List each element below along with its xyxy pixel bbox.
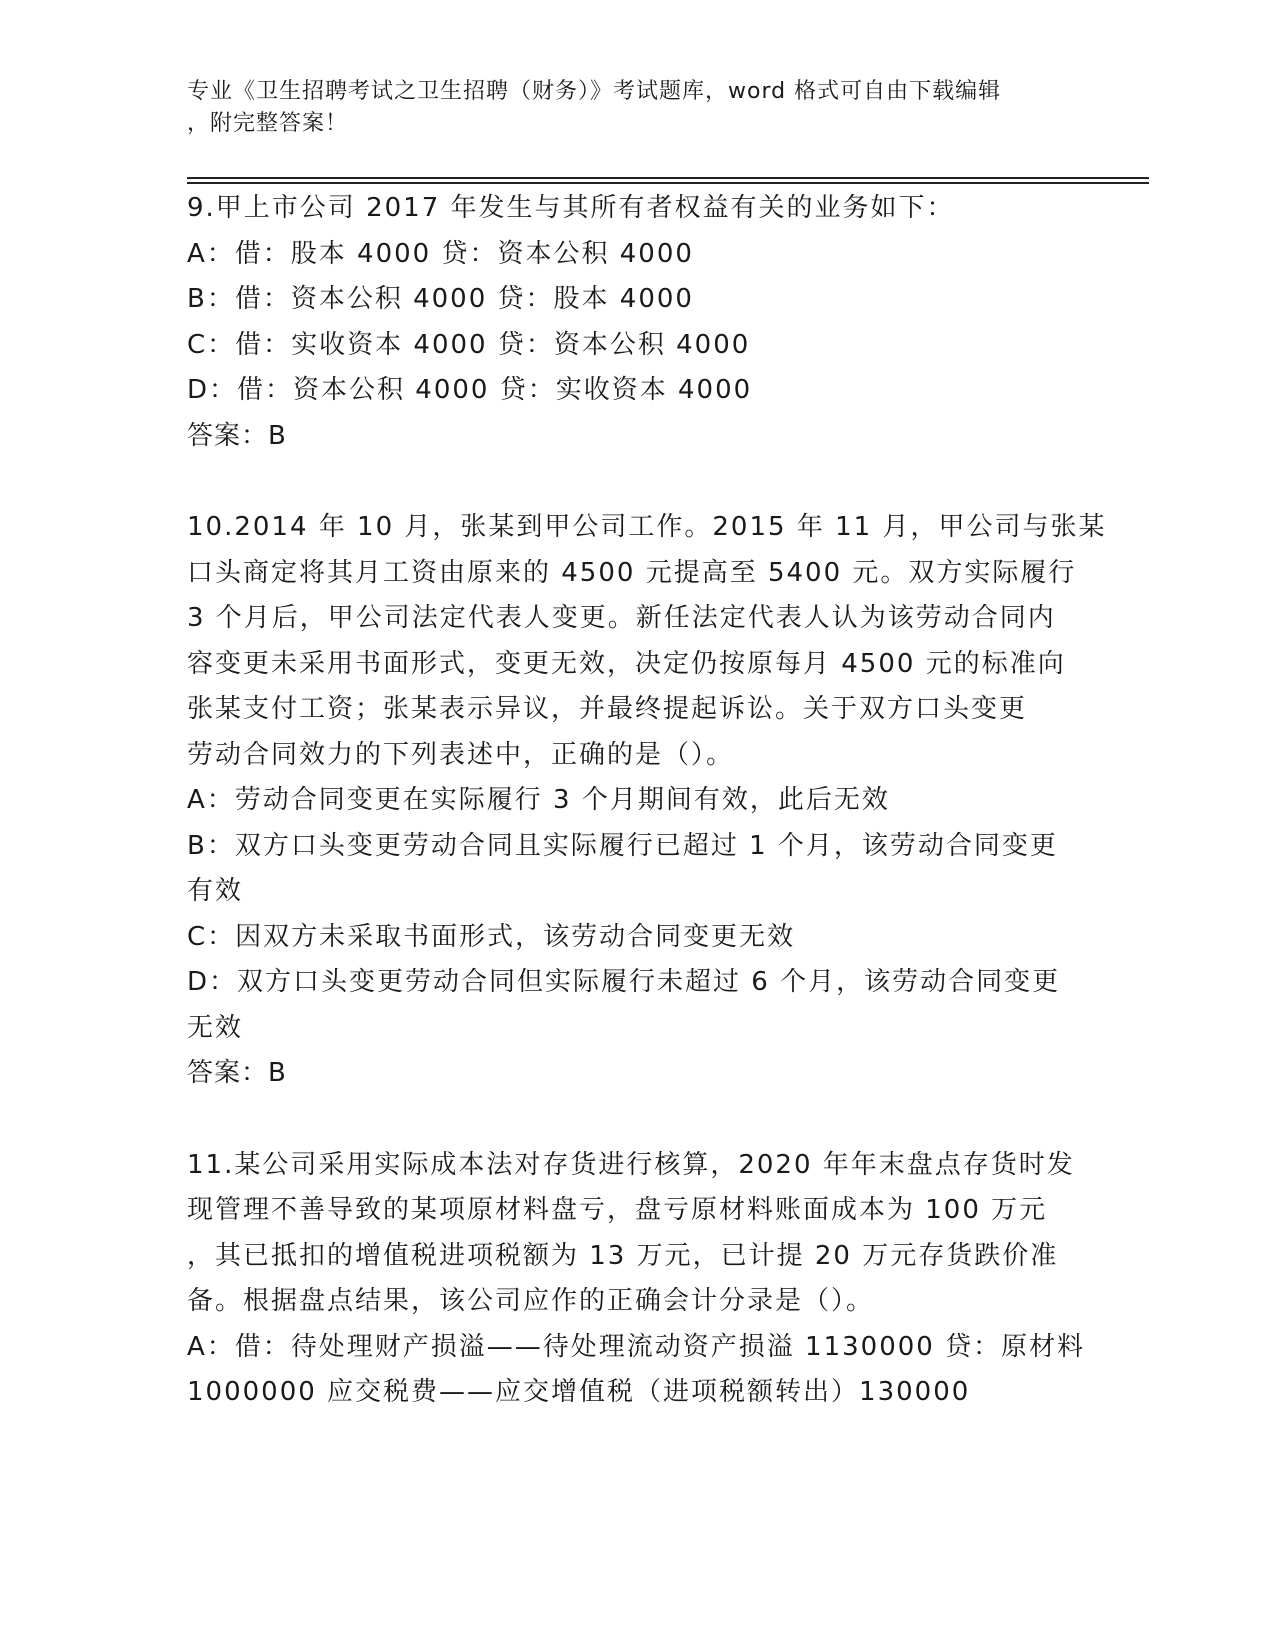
question-stem-line: 现管理不善导致的某项原材料盘亏，盘亏原材料账面成本为 100 万元 [187,1195,1048,1225]
answer: 答案：B [187,1058,287,1088]
header-divider-bottom [187,182,1149,184]
option-c: C：借：实收资本 4000 贷：资本公积 4000 [187,329,751,360]
question-list [187,186,1107,1416]
question-stem-line: 容变更未采用书面形式，变更无效，决定仍按原每月 4500 元的标准向 [187,648,1066,679]
spacer [187,459,1087,505]
question-10 [187,505,1107,1097]
option-d: D：借：资本公积 4000 贷：实收资本 4000 [187,375,753,405]
question-stem-line: 劳动合同效力的下列表述中，正确的是（）。 [187,739,735,770]
option-a-continued: 1000000 应交税费——应交增值税（进项税额转出）130000 [187,1377,971,1407]
question-stem-line: 10.2014 年 10 月，张某到甲公司工作。2015 年 11 月，甲公司与张某 [187,512,1107,542]
question-stem-line: 3 个月后，甲公司法定代表人变更。新任法定代表人认为该劳动合同内 [187,603,1056,633]
question-stem-line: 口头商定将其月工资由原来的 4500 元提高至 5400 元。双方实际履行 [187,557,1077,588]
question-stem-line: 11.某公司采用实际成本法对存货进行核算，2020 年年末盘点存货时发 [187,1149,1075,1180]
option-d-continued: 无效 [187,1012,244,1043]
header-divider-top [187,177,1149,179]
option-b: B：借：资本公积 4000 贷：股本 4000 [187,284,694,314]
answer: 答案：B [187,420,287,451]
header-line-1: 专业《卫生招聘考试之卫生招聘（财务）》考试题库，word 格式可自由下载编辑 [187,79,1002,104]
question-stem-line: ，其已抵扣的增值税进项税额为 13 万元，已计提 20 万元存货跌价准 [187,1240,1059,1271]
option-a: A：劳动合同变更在实际履行 3 个月期间有效，此后无效 [187,785,890,815]
option-a: A：借：股本 4000 贷：资本公积 4000 [187,238,694,269]
question-9 [187,186,1087,459]
option-c: C：因双方未采取书面形式，该劳动合同变更无效 [187,921,796,952]
page-header [187,76,1067,140]
option-b: B：双方口头变更劳动合同且实际履行已超过 1 个月，该劳动合同变更 [187,830,1058,861]
spacer [187,1097,1087,1143]
header-line-2: ，附完整答案！ [187,111,349,136]
option-d: D：双方口头变更劳动合同但实际履行未超过 6 个月，该劳动合同变更 [187,967,1061,997]
question-11 [187,1143,1087,1416]
question-stem-line: 9.甲上市公司 2017 年发生与其所有者权益有关的业务如下： [187,193,955,223]
option-a: A：借：待处理财产损溢——待处理流动资产损溢 1130000 贷：原材料 [187,1331,1086,1362]
option-b-continued: 有效 [187,876,244,906]
question-stem-line: 张某支付工资；张某表示异议，并最终提起诉讼。关于双方口头变更 [187,694,1028,724]
question-stem-line: 备。根据盘点结果，该公司应作的正确会计分录是（）。 [187,1286,875,1316]
